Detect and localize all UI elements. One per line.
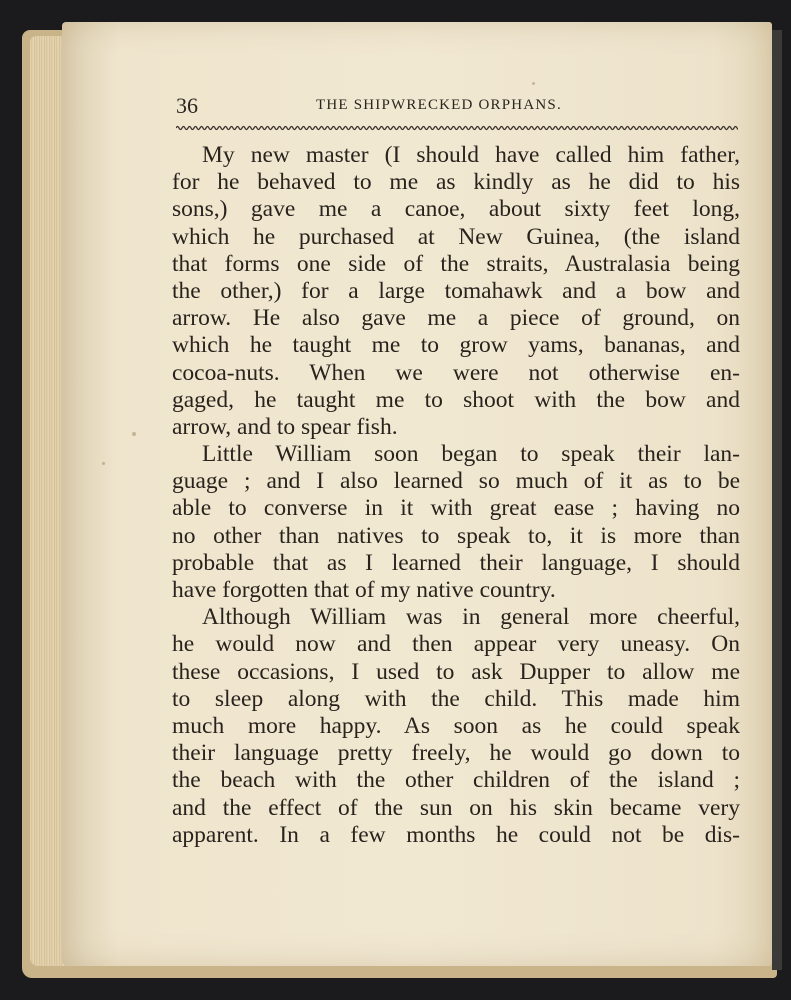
paper-spot xyxy=(532,82,535,85)
running-title: THE SHIPWRECKED ORPHANS. xyxy=(316,97,562,113)
text-line: probable that as I learned their language, I should xyxy=(172,549,740,576)
text-line: to sleep along with the child. This made him xyxy=(172,685,740,712)
text-line: have forgotten that of my native country. xyxy=(172,577,556,603)
text-line: and the effect of the sun on his skin became very xyxy=(172,794,740,821)
page-number: 36 xyxy=(176,93,198,118)
text-line: for he behaved to me as kindly as he did to his xyxy=(172,169,740,196)
text-line: which he taught me to grow yams, bananas, and xyxy=(172,332,740,359)
text-line: these occasions, I used to ask Dupper to allow me xyxy=(172,658,740,685)
text-line: apparent. In a few months he could not be dis- xyxy=(172,821,740,848)
text-line: much more happy. As soon as he could speak xyxy=(172,712,740,739)
text-line: he would now and then appear very uneasy. On xyxy=(172,631,740,658)
header-wavy-rule xyxy=(176,124,738,132)
text-line: which he purchased at New Guinea, (the island xyxy=(172,223,740,250)
text-line: able to converse in it with great ease ; having no xyxy=(172,495,740,522)
text-line: the other,) for a large tomahawk and a bow and xyxy=(172,277,740,304)
text-line: cocoa-nuts. When we were not otherwise en- xyxy=(172,359,740,386)
text-line: gaged, he taught me to shoot with the bow and xyxy=(172,386,740,413)
text-line: the beach with the other children of the island ; xyxy=(172,767,740,794)
page-header xyxy=(176,93,736,123)
text-line: Although William was in general more cheerful, xyxy=(202,604,740,631)
text-line: guage ; and I also learned so much of it as to be xyxy=(172,468,740,495)
text-line: no other than natives to speak to, it is more than xyxy=(172,522,740,549)
binding-shadow xyxy=(772,30,782,970)
body-text xyxy=(172,142,740,849)
text-line: Little William soon began to speak their lan- xyxy=(202,441,740,468)
text-line: their language pretty freely, he would go down to xyxy=(172,740,740,767)
paper-spot xyxy=(132,432,136,436)
text-line: that forms one side of the straits, Australasia being xyxy=(172,250,740,277)
text-line: My new master (I should have called him father, xyxy=(202,142,740,168)
paper-spot xyxy=(102,462,105,465)
text-line: arrow, and to spear fish. xyxy=(172,413,398,440)
text-line: sons,) gave me a canoe, about sixty feet long, xyxy=(172,196,740,223)
text-line: arrow. He also gave me a piece of ground, on xyxy=(172,305,740,332)
